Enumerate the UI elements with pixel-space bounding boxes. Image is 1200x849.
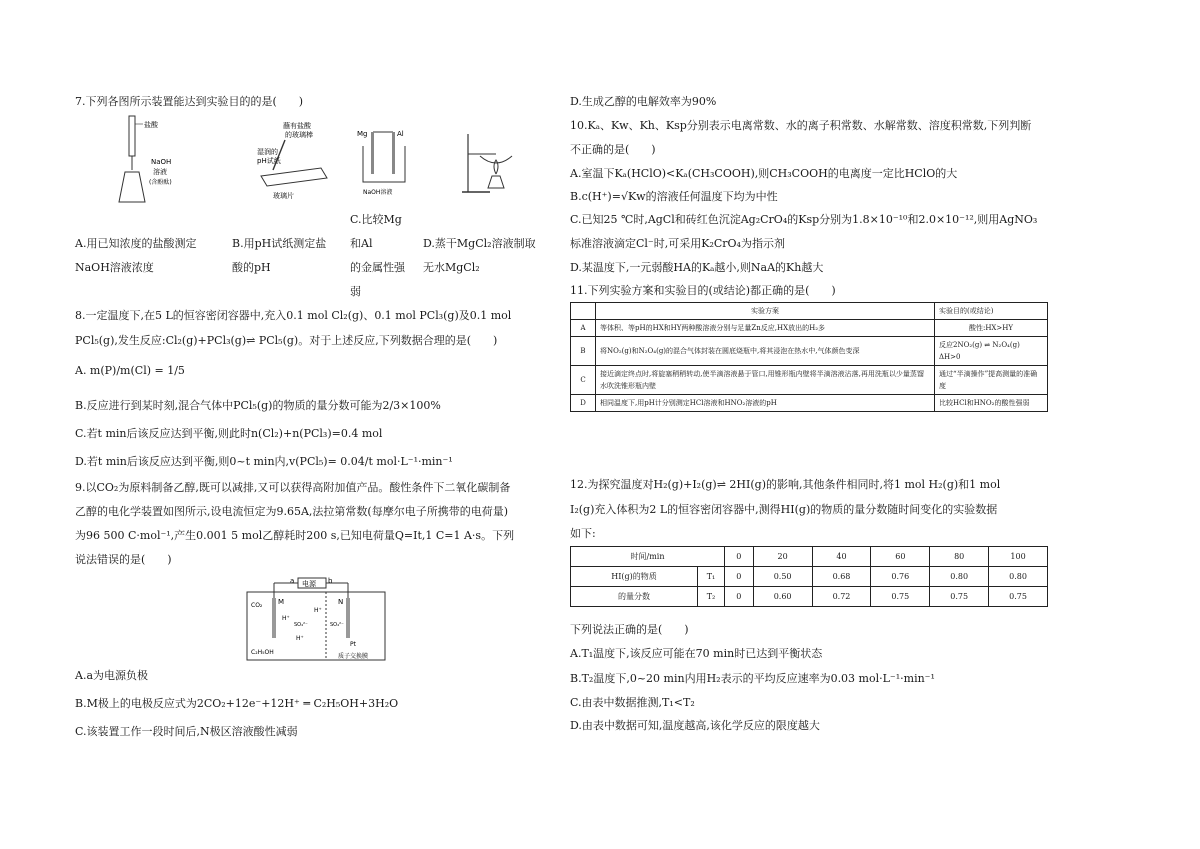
table-row-temp: T₁ [698,567,725,587]
table-row-label: 的量分数 [571,587,698,607]
label-b: b [328,577,333,585]
table-cell-goal: 通过“半滴操作”提高测量的准确度 [935,366,1048,395]
titration-apparatus-figure [115,112,195,212]
q9-stem-line3: 为96 500 C·mol⁻¹,产生0.001 5 mol乙醇耗时200 s,已知电荷量Q=It,1 C=1 A·s。下列 [75,529,515,542]
label-ethanol: C₂H₅OH [251,649,274,656]
table-cell: 0 [725,567,754,587]
mg-al-cell-figure [355,124,415,199]
q8-stem-line2: PCl₅(g),发生反应:Cl₂(g)+PCl₃(g)⇌ PCl₅(g)。对于上述反应,下列数据合理的是( ) [75,334,498,347]
q12-option-d: D.由表中数据可知,温度越高,该化学反应的限度越大 [570,719,820,732]
table-cell: 0 [725,587,754,607]
q10-option-b: B.c(H⁺)=√Kw的溶液任何温度下均为中性 [570,190,778,203]
table-row [571,395,1048,412]
table-cell: 0.75 [930,587,989,607]
label-power: 电源 [302,580,316,588]
label-rod-1: 蘸有盐酸 [283,122,311,130]
alcohol-lamp [488,176,504,188]
label-naoh-solution: NaOH溶液 [363,189,393,196]
q9-stem-line2: 乙醇的电化学装置如图所示,设电流恒定为9.65A,法拉第常数(每摩尔电子所携带的电荷量) [75,505,509,518]
label-al: Al [397,130,404,138]
table-row [571,587,1048,607]
label-naoh: NaOH [151,158,172,166]
table-header-cell: 80 [930,547,989,567]
q9-stem-line4: 说法错误的是( ) [75,553,172,566]
label-co2: CO₂ [251,602,263,609]
label-sulfate-1: SO₄²⁻ [294,622,308,628]
q12-stem-line1: 12.为探究温度对H₂(g)+I₂(g)⇌ 2HI(g)的影响,其他条件相同时,将1 mol H₂(g)和1 mol [570,478,1001,491]
burette [129,116,135,156]
table-cell: 0.75 [871,587,930,607]
q10-stem-line2: 不正确的是( ) [570,143,656,156]
label-mg: Mg [357,130,368,138]
table-header-cell: 60 [871,547,930,567]
q7-option-c-line2: 和Al [350,237,373,250]
q9-option-c: C.该装置工作一段时间后,N极区溶液酸性减弱 [75,725,298,738]
q9-option-d: D.生成乙醇的电解效率为90% [570,95,717,108]
q10-stem-line1: 10.Kₐ、Kw、Kh、Ksp分别表示电离常数、水的离子积常数、水解常数、溶度积常数,下列判断 [570,119,1032,132]
q8-option-a: A. m(P)/m(Cl) = 1/5 [75,364,185,377]
label-a: a [290,577,295,585]
label-rod-2: 的玻璃棒 [285,131,313,139]
q8-option-c: C.若t min后该反应达到平衡,则此时n(Cl₂)+n(PCl₃)=0.4 mol [75,427,383,440]
q11-table [570,302,1048,412]
q7-option-a-line1: A.用已知浓度的盐酸测定 [75,237,197,250]
label-wet: 湿润的 [257,148,278,156]
q12-question: 下列说法正确的是( ) [570,623,689,636]
table-header-cell: 100 [989,547,1048,567]
q7-option-d-line2: 无水MgCl₂ [423,261,480,274]
table-header-row [571,547,1048,567]
q7-option-d-line1: D.蒸干MgCl₂溶液制取 [423,237,536,250]
table-cell: 0.75 [989,587,1048,607]
label-m: M [278,598,285,606]
table-row [571,337,1048,366]
table-cell-goal: 反应2NO₂(g) ⇌ N₂O₄(g) ΔH>0 [935,337,1048,366]
q12-stem-line2: I₂(g)充入体积为2 L的恒容密闭容器中,测得HI(g)的物质的量分数随时间变化的实验数据 [570,503,998,516]
table-header-cell: 0 [725,547,754,567]
q12-option-c: C.由表中数据推测,T₁<T₂ [570,696,695,709]
glass-slide [261,168,327,186]
table-cell: 0.80 [930,567,989,587]
table-cell-label: A [571,320,596,337]
label-glass-slide: 玻璃片 [273,192,294,200]
q8-option-b: B.反应进行到某时刻,混合气体中PCl₅(g)的物质的量分数可能为2/3×100% [75,399,441,412]
table-cell: 0.80 [989,567,1048,587]
table-cell-label: D [571,395,596,412]
ph-paper-figure [255,118,345,203]
table-header-cell: 实验方案 [596,303,935,320]
q12-table [570,546,1048,607]
table-header-cell: 40 [812,547,871,567]
label-sulfate-2: SO₄²⁻ [330,622,344,628]
q12-stem-line3: 如下: [570,527,596,540]
q11-stem: 11.下列实验方案和实验目的(或结论)都正确的是( ) [570,284,836,297]
table-row [571,320,1048,337]
table-cell-plan: 将NO₂(g)和N₂O₄(g)的混合气体封装在圆底烧瓶中,将其浸泡在热水中,气体颜色变深 [596,337,935,366]
label-phenolphthalein: (含酚酞) [149,179,172,186]
table-row [571,366,1048,395]
electrolysis-figure [246,574,386,662]
table-header-cell [571,303,596,320]
q7-option-c-line4: 弱 [350,285,361,298]
label-h-plus-1: H⁺ [314,607,322,614]
table-row-label: HI(g)的物质 [571,567,698,587]
table-cell-plan: 相同温度下,用pH计分别测定HCl溶液和HNO₂溶液的pH [596,395,935,412]
conical-flask [119,172,145,202]
table-cell-label: B [571,337,596,366]
q7-option-c-line3: 的金属性强 [350,261,405,274]
label-hcl: 盐酸 [144,121,158,129]
q8-stem-line1: 8.一定温度下,在5 L的恒容密闭容器中,充入0.1 mol Cl₂(g)、0.1 mol PCl₃(g)及0.1 mol [75,309,512,322]
q12-option-b: B.T₂温度下,0~20 min内用H₂表示的平均反应速率为0.03 mol·L⁻¹·min⁻¹ [570,672,935,685]
table-header-row [571,303,1048,320]
label-membrane: 质子交换膜 [338,653,369,660]
table-header-cell: 实验目的(或结论) [935,303,1048,320]
table-cell: 0.50 [753,567,812,587]
q7-option-b-line2: 酸的pH [232,261,271,274]
table-row-temp: T₂ [698,587,725,607]
table-cell: 0.72 [812,587,871,607]
mg-electrode [371,132,374,174]
table-cell: 0.60 [753,587,812,607]
table-header-cell: 20 [753,547,812,567]
table-cell-plan: 接近滴定终点时,将旋塞稍稍转动,使半滴溶液悬于管口,用锥形瓶内壁将半滴溶液沾落,再用洗瓶以少量蒸馏水吹洗锥形瓶内壁 [596,366,935,395]
q10-option-c-line2: 标准溶液滴定Cl⁻时,可采用K₂CrO₄为指示剂 [570,237,785,250]
q9-option-b: B.M极上的电极反应式为2CO₂+12e⁻+12H⁺ ═ C₂H₅OH+3H₂O [75,697,399,710]
q9-stem-line1: 9.以CO₂为原料制备乙醇,既可以减排,又可以获得高附加值产品。酸性条件下二氧化碳制备 [75,481,511,494]
label-pt: Pt [350,641,356,648]
n-electrode [346,598,350,638]
q7-option-a-line2: NaOH溶液浓度 [75,261,154,274]
table-cell-goal: 比较HCl和HNO₂的酸性强弱 [935,395,1048,412]
table-cell-label: C [571,366,596,395]
label-n: N [338,598,344,606]
label-ph-paper: pH试纸 [257,157,281,165]
q10-option-c-line1: C.已知25 ℃时,AgCl和砖红色沉淀Ag₂CrO₄的Ksp分别为1.8×10⁻¹⁰和2.0×10⁻¹²,则用AgNO₃ [570,213,1038,226]
table-cell: 0.68 [812,567,871,587]
q10-option-d: D.某温度下,一元弱酸HA的Kₐ越小,则NaA的Kh越大 [570,261,824,274]
m-electrode [272,598,276,638]
table-cell: 0.76 [871,567,930,587]
label-h-plus-3: H⁺ [296,635,304,642]
al-electrode [392,132,395,174]
table-cell-plan: 等体积、等pH的HX和HY两种酸溶液分别与足量Zn反应,HX放出的H₂多 [596,320,935,337]
q10-option-a: A.室温下Kₐ(HClO)<Kₐ(CH₃COOH),则CH₃COOH的电离度一定比HClO的大 [570,167,958,180]
label-h-plus-2: H⁺ [282,615,290,622]
q8-option-d: D.若t min后该反应达到平衡,则0~t min内,v(PCl₅)= 0.04/t mol·L⁻¹·min⁻¹ [75,455,453,468]
label-solution: 溶液 [153,168,167,176]
q7-option-b-line1: B.用pH试纸测定盐 [232,237,327,250]
table-row [571,567,1048,587]
beaker [363,146,405,182]
evaporation-figure [460,130,530,200]
table-cell-goal: 酸性:HX>HY [935,320,1048,337]
q9-option-a: A.a为电源负极 [75,669,148,682]
q12-option-a: A.T₁温度下,该反应可能在70 min时已达到平衡状态 [570,647,823,660]
table-header-time: 时间/min [571,547,725,567]
q7-stem: 7.下列各图所示装置能达到实验目的的是( ) [75,95,304,108]
q7-option-c-line1: C.比较Mg [350,213,402,226]
